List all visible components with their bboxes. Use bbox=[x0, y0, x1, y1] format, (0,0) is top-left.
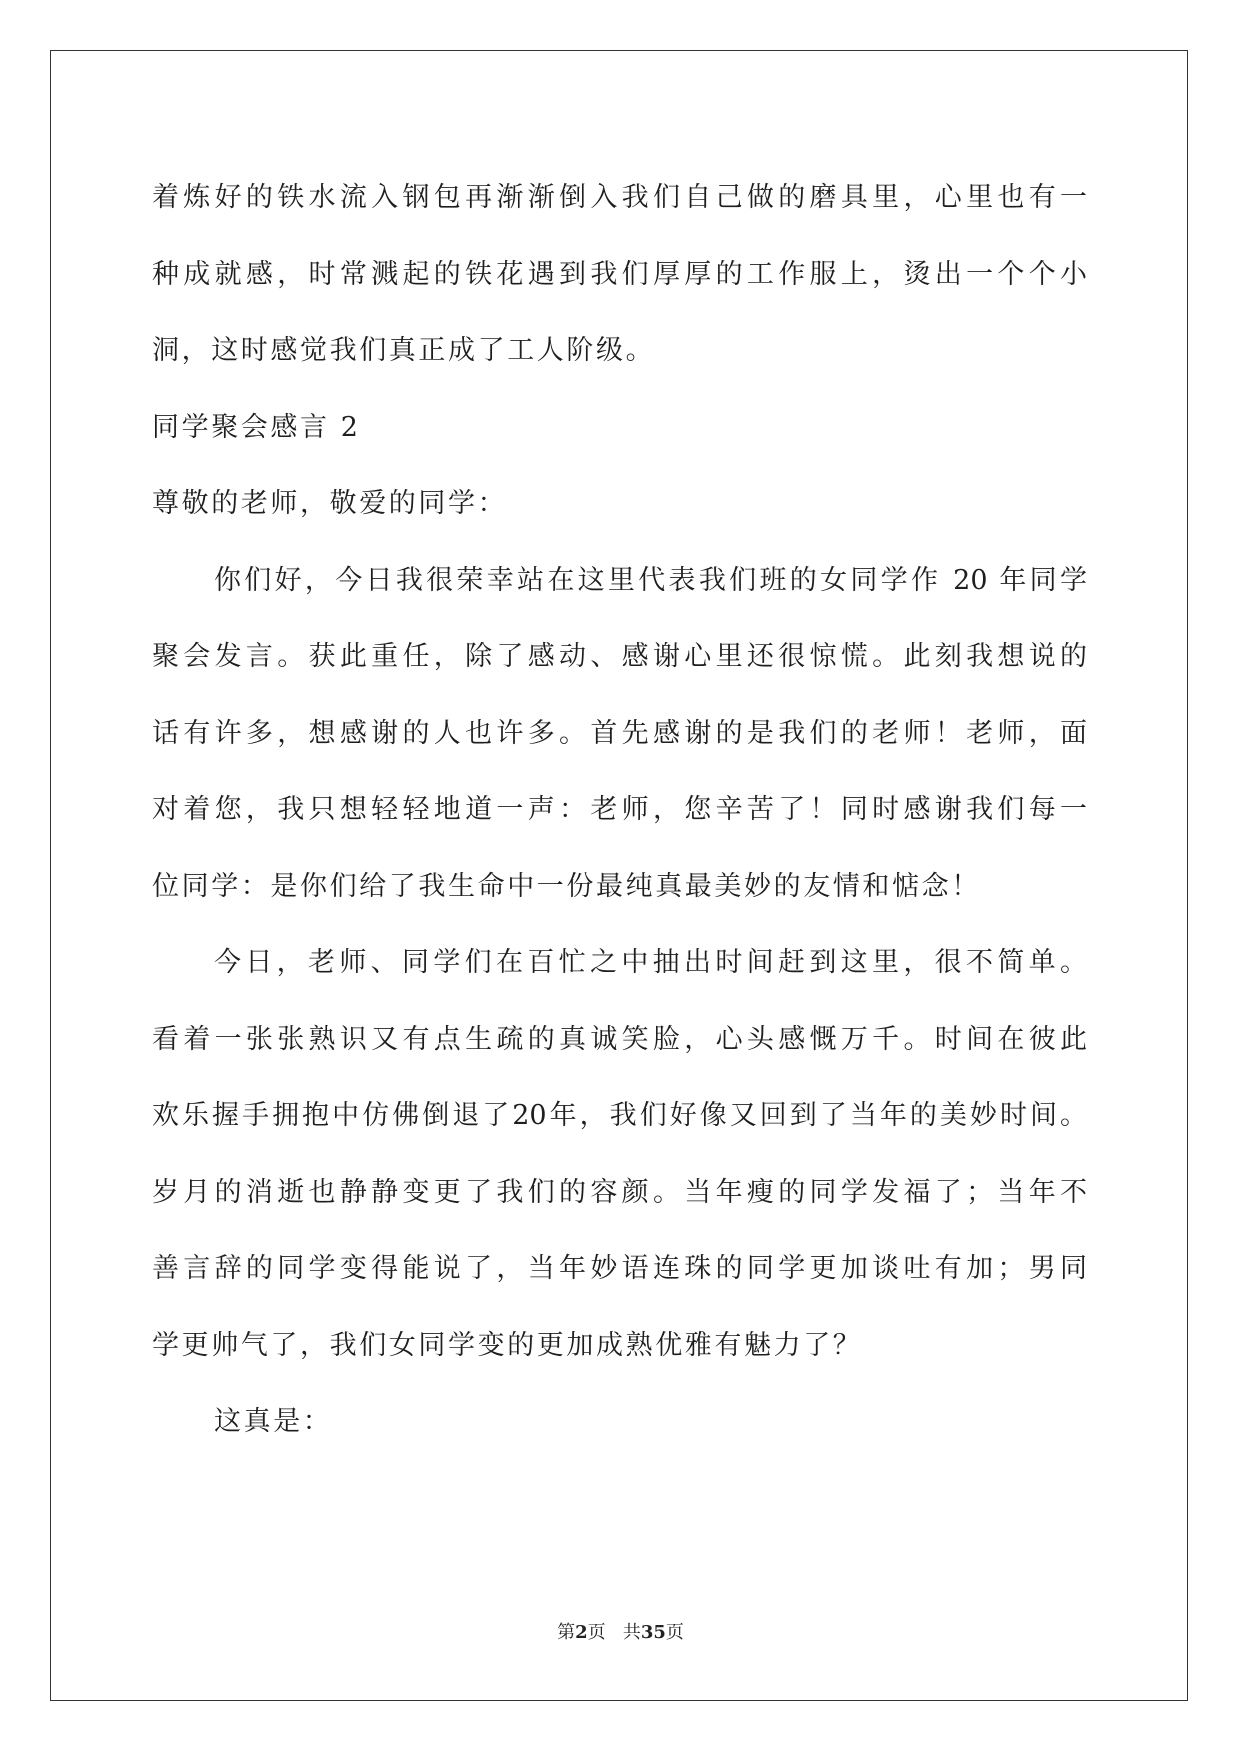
page-number: 2 bbox=[575, 1622, 588, 1643]
document-body bbox=[152, 160, 1087, 1461]
paragraph-continued bbox=[152, 160, 1087, 390]
text-line: 洞，这时感觉我们真正成了工人阶级。 bbox=[152, 335, 656, 366]
text-line: 欢乐握手拥抱中仿佛倒退了20年，我们好像又回到了当年的美妙时间。 bbox=[152, 1100, 1087, 1131]
text-line: 聚会发言。获此重任，除了感动、感谢心里还很惊慌。此刻我想说的 bbox=[152, 641, 1087, 672]
text-line: 这真是： bbox=[214, 1406, 333, 1437]
text-line: 对着您，我只想轻轻地道一声：老师，您辛苦了！同时感谢我们每一 bbox=[152, 794, 1087, 825]
total-pages: 35 bbox=[640, 1622, 666, 1643]
page-footer bbox=[0, 1618, 1241, 1644]
page-suffix: 页 bbox=[587, 1622, 606, 1643]
page-prefix: 第 bbox=[557, 1622, 576, 1643]
text-line: 善言辞的同学变得能说了，当年妙语连珠的同学更加谈吐有加；男同 bbox=[152, 1253, 1087, 1284]
text-line: 岁月的消逝也静静变更了我们的容颜。当年瘦的同学发福了；当年不 bbox=[152, 1176, 1087, 1208]
text-line: 看着一张张熟识又有点生疏的真诚笑脸，心头感慨万千。时间在彼此 bbox=[152, 1023, 1087, 1055]
text-line: 你们好，今日我很荣幸站在这里代表我们班的女同学作 20 年同学 bbox=[214, 564, 1087, 596]
section-heading: 同学聚会感言 2 bbox=[152, 411, 361, 443]
text-line: 着炼好的铁水流入钢包再渐渐倒入我们自己做的磨具里，心里也有一 bbox=[152, 182, 1087, 213]
paragraph-greeting bbox=[152, 543, 1087, 926]
paragraph-reflection bbox=[152, 925, 1087, 1384]
salutation: 尊敬的老师，敬爱的同学： bbox=[152, 488, 508, 519]
text-line: 种成就感，时常溅起的铁花遇到我们厚厚的工作服上，烫出一个个小 bbox=[152, 258, 1087, 290]
paragraph-closing bbox=[152, 1384, 1087, 1461]
text-line: 学更帅气了，我们女同学变的更加成熟优雅有魅力了？ bbox=[152, 1329, 863, 1361]
text-line: 话有许多，想感谢的人也许多。首先感谢的是我们的老师！老师，面 bbox=[152, 717, 1087, 749]
total-suffix: 页 bbox=[665, 1622, 684, 1643]
total-prefix: 共 bbox=[622, 1622, 641, 1643]
text-line: 今日，老师、同学们在百忙之中抽出时间赶到这里，很不简单。 bbox=[214, 947, 1087, 978]
text-line: 位同学：是你们给了我生命中一份最纯真最美妙的友情和惦念！ bbox=[152, 870, 981, 902]
